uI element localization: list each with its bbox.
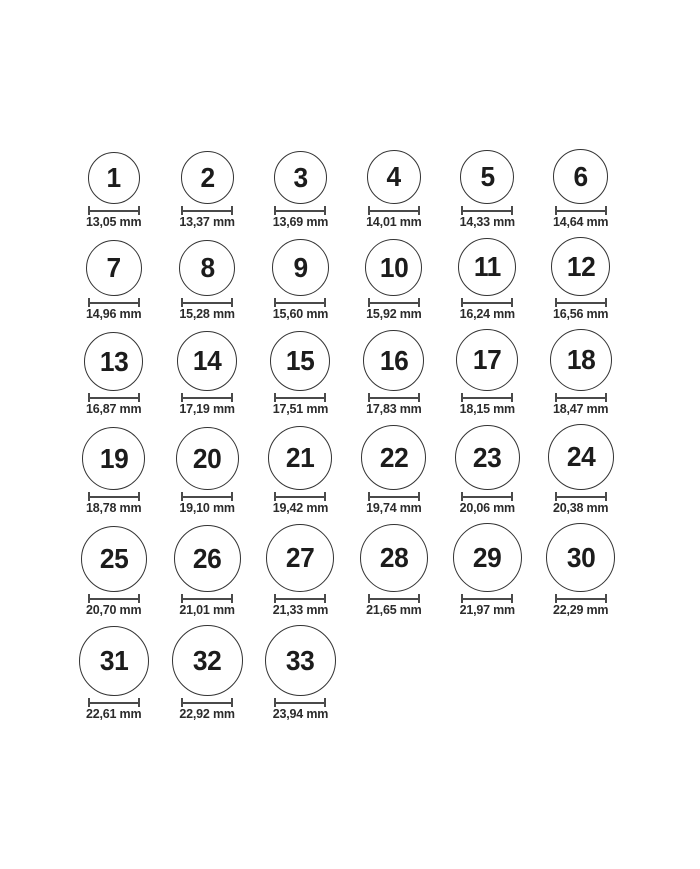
ring-circle <box>455 425 520 490</box>
ring-circle <box>84 332 143 391</box>
diameter-label: 20,38 mm <box>552 501 609 515</box>
diameter-label: 13,05 mm <box>86 215 142 229</box>
diameter-measure-line <box>88 698 140 707</box>
diameter-measure-line <box>368 298 420 307</box>
diameter-label: 18,15 mm <box>459 402 515 416</box>
ring-circle <box>82 427 145 490</box>
ring-size-number: 21 <box>286 442 315 473</box>
ring-circle <box>272 239 329 296</box>
ring-size-cell <box>347 524 440 617</box>
ring-size-cell <box>441 329 534 416</box>
ring-size-cell <box>67 240 160 321</box>
ring-size-cell <box>67 332 160 416</box>
ring-circle <box>176 427 239 490</box>
ring-size-cell <box>347 330 440 416</box>
diameter-measure-line <box>274 393 326 402</box>
ring-circle <box>460 150 514 204</box>
ring-circle <box>265 625 336 696</box>
diameter-measure-line <box>274 594 326 603</box>
ring-size-row <box>67 523 700 617</box>
diameter-measure-line <box>555 594 607 603</box>
diameter-label: 14,01 mm <box>366 215 422 229</box>
ring-circle <box>458 238 516 296</box>
ring-size-number: 9 <box>293 251 308 283</box>
diameter-label: 16,24 mm <box>459 307 515 321</box>
ring-size-number: 17 <box>473 344 502 375</box>
diameter-label: 19,74 mm <box>366 501 422 515</box>
ring-circle <box>456 329 518 391</box>
ring-circle <box>88 152 140 204</box>
ring-size-number: 1 <box>106 162 121 193</box>
ring-size-row <box>67 625 700 721</box>
diameter-label: 17,51 mm <box>272 402 329 416</box>
diameter-label: 14,96 mm <box>86 307 142 321</box>
diameter-label: 23,94 mm <box>272 707 329 721</box>
ring-circle <box>550 329 612 391</box>
ring-circle <box>86 240 142 296</box>
diameter-label: 20,70 mm <box>86 603 142 617</box>
diameter-label: 21,01 mm <box>179 603 235 617</box>
ring-size-cell <box>441 523 534 617</box>
diameter-measure-line <box>88 393 140 402</box>
ring-circle <box>361 425 426 490</box>
ring-size-cell <box>534 329 627 416</box>
diameter-label: 21,33 mm <box>272 603 329 617</box>
diameter-label: 20,06 mm <box>459 501 515 515</box>
ring-size-cell <box>254 426 347 515</box>
ring-size-cell <box>441 150 534 229</box>
ring-size-cell <box>254 625 347 721</box>
ring-size-cell <box>254 239 347 321</box>
diameter-measure-line <box>181 393 233 402</box>
diameter-measure-line <box>461 594 513 603</box>
ring-size-cell <box>67 626 160 721</box>
ring-circle <box>363 330 424 391</box>
ring-circle <box>174 525 241 592</box>
ring-circle <box>365 239 422 296</box>
ring-size-cell <box>254 151 347 229</box>
diameter-label: 17,83 mm <box>366 402 422 416</box>
diameter-measure-line <box>181 698 233 707</box>
diameter-measure-line <box>88 206 140 215</box>
ring-size-number: 29 <box>473 541 502 573</box>
ring-size-number: 11 <box>473 251 501 282</box>
ring-size-row <box>67 424 700 515</box>
diameter-label: 22,61 mm <box>86 707 142 721</box>
ring-size-number: 5 <box>480 161 495 192</box>
ring-size-cell <box>441 238 534 321</box>
diameter-measure-line <box>88 492 140 501</box>
diameter-measure-line <box>368 492 420 501</box>
ring-size-cell <box>67 427 160 515</box>
ring-size-number: 10 <box>379 251 409 283</box>
ring-size-cell <box>347 425 440 515</box>
ring-size-number: 20 <box>192 442 222 474</box>
diameter-label: 14,64 mm <box>552 215 609 229</box>
ring-size-number: 6 <box>573 160 588 192</box>
diameter-measure-line <box>181 492 233 501</box>
ring-circle <box>546 523 615 592</box>
diameter-label: 13,69 mm <box>272 215 329 229</box>
ring-size-cell <box>534 149 627 229</box>
diameter-measure-line <box>368 594 420 603</box>
diameter-measure-line <box>368 393 420 402</box>
ring-size-number: 18 <box>566 344 595 375</box>
diameter-measure-line <box>274 492 326 501</box>
ring-size-number: 31 <box>99 645 128 676</box>
diameter-measure-line <box>181 298 233 307</box>
ring-size-cell <box>347 150 440 229</box>
ring-size-number: 24 <box>566 441 595 472</box>
diameter-measure-line <box>274 206 326 215</box>
ring-circle <box>268 426 332 490</box>
ring-circle <box>179 240 235 296</box>
ring-size-cell <box>347 239 440 321</box>
diameter-label: 18,47 mm <box>552 402 609 416</box>
ring-size-cell <box>160 525 253 617</box>
ring-size-number: 26 <box>192 542 222 574</box>
ring-size-number: 14 <box>192 345 222 376</box>
ring-size-cell <box>160 625 253 721</box>
diameter-label: 19,10 mm <box>179 501 235 515</box>
diameter-label: 14,33 mm <box>459 215 515 229</box>
ring-size-row <box>67 149 700 229</box>
diameter-label: 19,42 mm <box>272 501 329 515</box>
diameter-measure-line <box>181 206 233 215</box>
ring-size-cell <box>160 240 253 321</box>
diameter-measure-line <box>461 492 513 501</box>
ring-size-cell <box>254 524 347 617</box>
diameter-label: 18,78 mm <box>86 501 142 515</box>
diameter-measure-line <box>555 492 607 501</box>
ring-circle <box>360 524 428 592</box>
diameter-measure-line <box>274 298 326 307</box>
ring-size-number: 7 <box>106 252 121 283</box>
diameter-measure-line <box>555 298 607 307</box>
diameter-label: 15,28 mm <box>179 307 235 321</box>
ring-size-number: 2 <box>199 161 215 193</box>
diameter-label: 17,19 mm <box>179 402 235 416</box>
ring-size-number: 33 <box>286 644 315 676</box>
ring-size-number: 8 <box>199 252 215 283</box>
diameter-measure-line <box>181 594 233 603</box>
ring-size-cell <box>160 331 253 416</box>
diameter-measure-line <box>461 393 513 402</box>
diameter-measure-line <box>368 206 420 215</box>
ring-size-number: 16 <box>379 344 409 376</box>
diameter-measure-line <box>88 298 140 307</box>
ring-size-cell <box>160 151 253 229</box>
ring-size-number: 25 <box>99 543 128 574</box>
ring-circle <box>553 149 608 204</box>
ring-size-number: 3 <box>293 161 308 193</box>
ring-size-number: 12 <box>566 250 595 282</box>
diameter-measure-line <box>88 594 140 603</box>
diameter-label: 15,60 mm <box>272 307 329 321</box>
ring-size-cell <box>534 424 627 515</box>
ring-circle <box>172 625 243 696</box>
ring-size-number: 22 <box>379 441 409 473</box>
ring-circle <box>81 526 147 592</box>
ring-circle <box>551 237 610 296</box>
ring-circle <box>270 331 330 391</box>
ring-size-number: 4 <box>386 161 401 192</box>
diameter-label: 16,56 mm <box>552 307 609 321</box>
diameter-measure-line <box>461 206 513 215</box>
diameter-label: 22,92 mm <box>179 707 235 721</box>
ring-size-number: 30 <box>566 541 595 573</box>
ring-size-cell <box>254 331 347 416</box>
diameter-measure-line <box>274 698 326 707</box>
ring-size-row <box>67 237 700 321</box>
ring-size-number: 27 <box>286 542 315 573</box>
ring-size-number: 28 <box>379 542 409 573</box>
ring-circle <box>453 523 522 592</box>
ring-circle <box>177 331 237 391</box>
ring-size-row <box>67 329 700 416</box>
ring-size-rows <box>67 149 700 721</box>
ring-size-number: 13 <box>99 345 128 377</box>
ring-size-cell <box>441 425 534 515</box>
ring-circle <box>266 524 334 592</box>
diameter-measure-line <box>461 298 513 307</box>
ring-circle <box>274 151 327 204</box>
ring-size-number: 23 <box>473 441 502 473</box>
ring-size-cell <box>67 152 160 229</box>
ring-size-cell <box>160 427 253 515</box>
ring-circle <box>79 626 149 696</box>
diameter-measure-line <box>555 393 607 402</box>
ring-circle <box>548 424 614 490</box>
diameter-label: 21,97 mm <box>459 603 515 617</box>
ring-size-number: 19 <box>99 442 128 474</box>
diameter-label: 21,65 mm <box>366 603 422 617</box>
diameter-label: 15,92 mm <box>366 307 422 321</box>
diameter-label: 22,29 mm <box>552 603 609 617</box>
diameter-label: 13,37 mm <box>179 215 235 229</box>
ring-size-cell <box>534 237 627 321</box>
diameter-label: 16,87 mm <box>86 402 142 416</box>
ring-circle <box>367 150 421 204</box>
ring-size-number: 15 <box>286 345 315 376</box>
ring-size-cell <box>67 526 160 617</box>
ring-size-number: 32 <box>192 644 222 676</box>
ring-circle <box>181 151 234 204</box>
diameter-measure-line <box>555 206 607 215</box>
ring-size-cell <box>534 523 627 617</box>
